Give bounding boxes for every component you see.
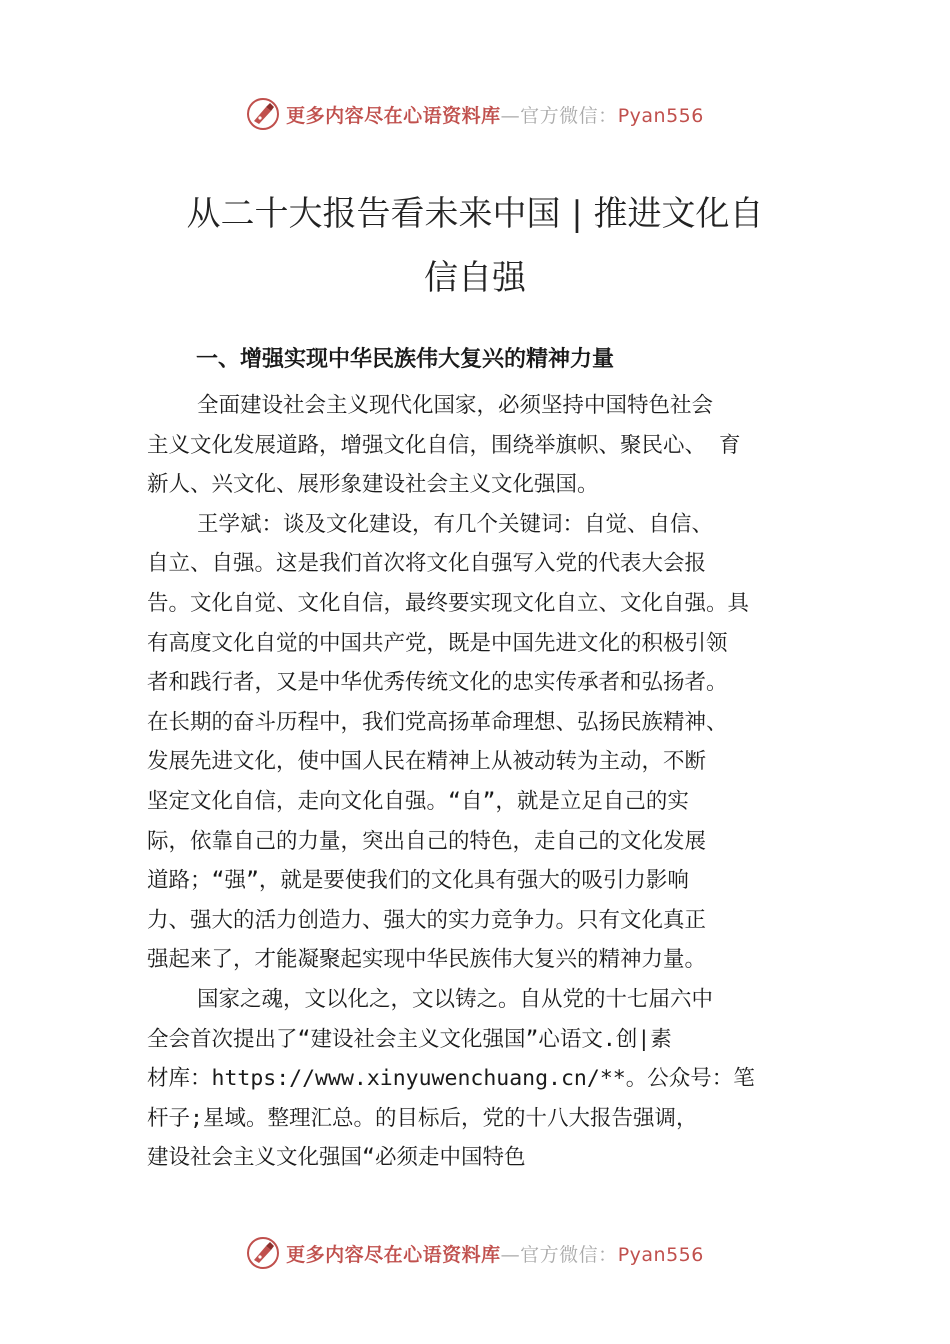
- document-body: [147, 386, 817, 1178]
- footer-watermark-banner: [0, 1233, 950, 1273]
- pen-nib-logo-icon: [246, 1236, 280, 1270]
- body-line: 材库：https://www.xinyuwenchuang.cn/**。公众号：笔: [147, 1066, 755, 1092]
- body-line: 全会首次提出了“建设社会主义文化强国”心语文.创|素: [147, 1026, 672, 1052]
- body-line: 者和践行者，又是中华优秀传统文化的忠实传承者和弘扬者。: [147, 670, 728, 696]
- banner-wechat-label: 官方微信：: [520, 104, 618, 127]
- body-line: 力、强大的活力创造力、强大的实力竞争力。只有文化真正: [147, 907, 707, 933]
- body-line: 全面建设社会主义现代化国家，必须坚持中国特色社会: [197, 393, 714, 418]
- body-line: 在长期的奋斗历程中，我们党高扬革命理想、弘扬民族精神、: [147, 709, 728, 735]
- banner-wechat-label: 官方微信：: [520, 1243, 618, 1266]
- body-line: 发展先进文化，使中国人民在精神上从被动转为主动，不断: [147, 749, 707, 775]
- banner-site-name: 更多内容尽在心语资料库: [286, 104, 501, 127]
- body-line: 新人、兴文化、展形象建设社会主义文化强国。: [147, 472, 599, 498]
- body-line: 王学斌：谈及文化建设，有几个关键词：自觉、自信、: [197, 511, 714, 537]
- banner-separator: —: [500, 104, 521, 127]
- body-line: 告。文化自觉、文化自信，最终要实现文化自立、文化自强。具: [147, 590, 750, 616]
- document-title: [130, 182, 820, 310]
- body-line: 杆子;星域。整理汇总。的目标后，党的十八大报告强调，: [147, 1105, 698, 1131]
- body-line: 有高度文化自觉的中国共产党，既是中国先进文化的积极引领: [147, 630, 728, 656]
- body-line: 主义文化发展道路，增强文化自信，围绕举旗帜、聚民心、 育: [147, 432, 741, 458]
- body-line: 坚定文化自信，走向文化自强。“自”，就是立足自己的实: [147, 788, 689, 814]
- section-heading: 一、增强实现中华民族伟大复兴的精神力量: [196, 347, 615, 372]
- body-line: 建设社会主义文化强国“必须走中国特色: [147, 1145, 526, 1171]
- body-line: 自立、自强。这是我们首次将文化自强写入党的代表大会报: [147, 551, 707, 577]
- title-line-1: 从二十大报告看未来中国 | 推进文化自: [186, 194, 764, 234]
- body-line: 国家之魂，文以化之，文以铸之。自从党的十七届六中: [197, 986, 714, 1012]
- body-line: 强起来了，才能凝聚起实现中华民族伟大复兴的精神力量。: [147, 947, 707, 973]
- title-line-2: 信自强: [424, 258, 526, 298]
- banner-wechat-id: Pyan556: [617, 104, 704, 127]
- header-watermark-banner: [0, 94, 950, 134]
- banner-wechat-id: Pyan556: [617, 1243, 704, 1266]
- body-line: 道路；“强”，就是要使我们的文化具有强大的吸引力影响: [147, 868, 689, 894]
- banner-separator: —: [500, 1243, 521, 1266]
- banner-site-name: 更多内容尽在心语资料库: [286, 1243, 501, 1266]
- body-line: 际，依靠自己的力量，突出自己的特色，走自己的文化发展: [147, 828, 707, 854]
- pen-nib-logo-icon: [246, 97, 280, 131]
